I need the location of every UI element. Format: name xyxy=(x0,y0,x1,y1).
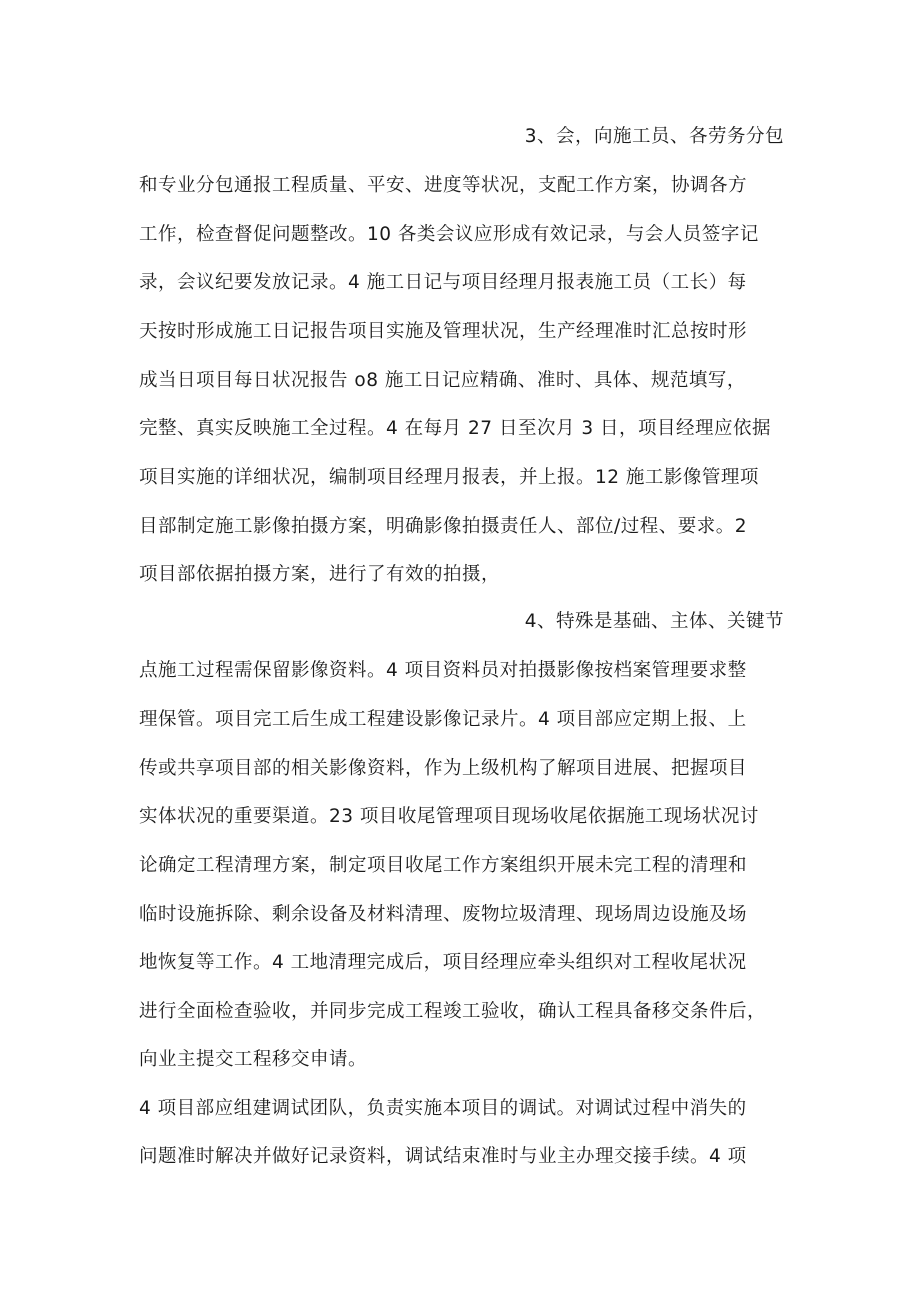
text-line-6: 成当日项目每日状况报告 o8 施工日记应精确、准时、具体、规范填写， xyxy=(139,370,746,391)
text-line-14: 传或共享项目部的相关影像资料，作为上级机构了解项目进展、把握项目 xyxy=(139,758,748,779)
text-line-22: 问题准时解决并做好记录资料，调试结束准时与业主办理交接手续。4 项 xyxy=(139,1146,747,1167)
text-line-9: 目部制定施工影像拍摄方案，明确影像拍摄责任人、部位/过程、要求。2 xyxy=(139,516,748,537)
text-line-1: 3、会，向施工员、各劳务分包 xyxy=(524,126,784,147)
text-line-11: 4、特殊是基础、主体、关键节 xyxy=(524,611,784,632)
text-line-2: 和专业分包通报工程质量、平安、进度等状况，支配工作方案，协调各方 xyxy=(139,175,748,196)
text-line-3: 工作，检查督促问题整改。10 各类会议应形成有效记录，与会人员签字记 xyxy=(139,224,759,245)
text-line-7: 完整、真实反映施工全过程。4 在每月 27 日至次月 3 日，项目经理应依据 xyxy=(139,418,771,439)
text-line-21: 4 项目部应组建调试团队，负责实施本项目的调试。对调试过程中消失的 xyxy=(139,1098,747,1119)
text-line-13: 理保管。项目完工后生成工程建设影像记录片。4 项目部应定期上报、上 xyxy=(139,709,747,730)
text-line-18: 地恢复等工作。4 工地清理完成后，项目经理应牵头组织对工程收尾状况 xyxy=(139,952,747,973)
text-line-5: 天按时形成施工日记报告项目实施及管理状况，生产经理准时汇总按时形 xyxy=(139,321,748,342)
text-line-19: 进行全面检查验收，并同步完成工程竣工验收，确认工程具备移交条件后， xyxy=(139,1001,767,1022)
text-line-20: 向业主提交工程移交申请。 xyxy=(139,1049,368,1070)
text-line-4: 录，会议纪要发放记录。4 施工日记与项目经理月报表施工员（工长）每 xyxy=(139,272,747,293)
text-line-15: 实体状况的重要渠道。23 项目收尾管理项目现场收尾依据施工现场状况讨 xyxy=(139,806,759,827)
text-line-17: 临时设施拆除、剩余设备及材料清理、废物垃圾清理、现场周边设施及场 xyxy=(139,904,748,925)
text-line-16: 论确定工程清理方案，制定项目收尾工作方案组织开展未完工程的清理和 xyxy=(139,855,748,876)
text-line-8: 项目实施的详细状况，编制项目经理月报表，并上报。12 施工影像管理项 xyxy=(139,467,759,488)
text-line-10: 项目部依据拍摄方案，进行了有效的拍摄， xyxy=(139,564,501,585)
text-line-12: 点施工过程需保留影像资料。4 项目资料员对拍摄影像按档案管理要求整 xyxy=(139,660,747,681)
